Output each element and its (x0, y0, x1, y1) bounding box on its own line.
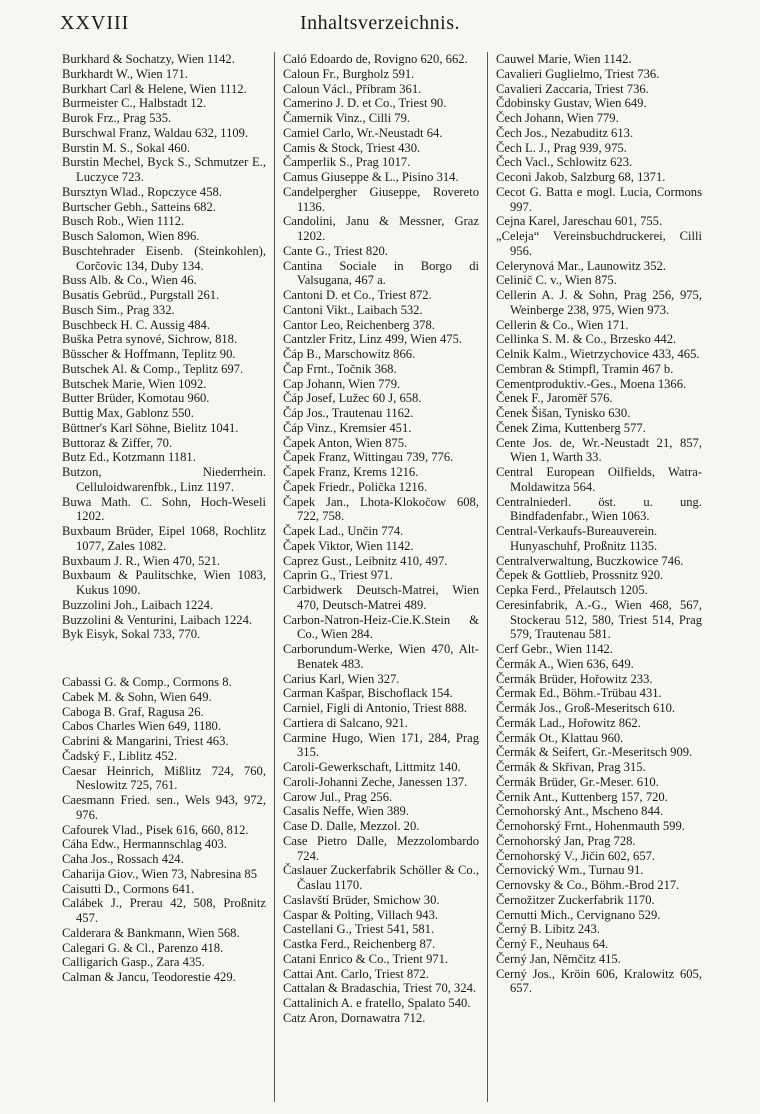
index-entry: Buška Petra synové, Sichrow, 818. (62, 332, 238, 347)
index-entry: Carmine Hugo, Wien 171, 284, Prag 315. (283, 730, 479, 760)
index-entry: Busch Rob., Wien 1112. (62, 214, 185, 229)
index-entry: Castka Ferd., Reichenberg 87. (283, 937, 436, 951)
index-entry: Calligarich Gasp., Zara 435. (62, 955, 205, 970)
index-entry: Butschek Al. & Comp., Teplitz 697. (62, 361, 244, 376)
index-entry: Čáp Jos., Trautenau 1162. (283, 406, 414, 420)
index-entry: Cernutti Mich., Cervignano 529. (496, 907, 661, 922)
index-entry: Cabek M. & Sohn, Wien 649. (62, 689, 212, 704)
index-entry: Cattalan & Bradaschia, Triest 70, 324. (283, 981, 477, 996)
index-entry: Čáp Vinz., Kremsier 451. (283, 420, 412, 435)
index-entry: Časlauer Zuckerfabrik Schöller & Co., Časlau 1170. (283, 863, 479, 892)
index-entry: Čenek F., Jaroměř 576. (496, 391, 613, 406)
index-entry: Carbidwerk Deutsch-Matrei, Wien 470, Deutsch-Matrei 489. (283, 583, 479, 612)
index-entry: Černý Jan, Němčitz 415. (496, 951, 621, 966)
index-entry: Ceconi Jakob, Salzburg 68, 1371. (496, 170, 666, 184)
index-entry: Caloun Václ., Příbram 361. (283, 81, 422, 96)
index-entry: Caroli-Gewerkschaft, Littmitz 140. (283, 760, 461, 774)
index-entry: Caisutti D., Cormons 641. (62, 881, 195, 896)
index-entry: Castellani G., Triest 541, 581. (283, 922, 435, 937)
index-entry: Černohorský Ant., Mscheno 844. (496, 804, 664, 819)
index-entry: Carbon-Natron-Heiz-Cie.K.Stein & Co., Wien 284. (283, 612, 479, 642)
index-entry: Case Pietro Dalle, Mezzolombardo 724. (283, 833, 479, 863)
index-entry: Caboga B. Graf, Ragusa 26. (62, 704, 204, 719)
index-entry: Caroli-Johanni Zeche, Janessen 137. (283, 774, 468, 789)
index-entry: Čapek Franz, Wittingau 739, 776. (283, 450, 454, 465)
index-entry: Cerf Gebr., Wien 1142. (496, 642, 614, 656)
index-entry: Buttoraz & Ziffer, 70. (62, 435, 173, 450)
index-entry: Byk Eisyk, Sokal 733, 770. (62, 627, 201, 642)
index-entry: Catani Enrico & Co., Trient 971. (283, 951, 449, 966)
index-entry: Čapek Jan., Lhota-Klokočow 608, 722, 758. (283, 494, 479, 524)
page-title: Inhaltsverzeichnis. (300, 12, 460, 34)
index-entry: Calman & Jancu, Teodorestie 429. (62, 970, 236, 984)
index-entry: Cejna Karel, Jareschau 601, 755. (496, 214, 663, 229)
index-entry: Busatis Gebrüd., Purgstall 261. (62, 288, 220, 302)
index-entry: Čermák Brüder, Hořowitz 233. (496, 671, 653, 686)
index-entry: Čermák & Skřivan, Prag 315. (496, 760, 646, 774)
index-entry: Cantina Sociale in Borgo di Valsugana, 467 a. (283, 258, 479, 288)
index-entry: Burmeister C., Halbstadt 12. (62, 96, 207, 111)
index-entry: Cecot G. Batta e mogl. Lucia, Cormons 997. (496, 184, 702, 214)
index-entry: Caharija Giov., Wien 73, Nabresina 85 (62, 866, 257, 881)
index-entry: Busch Salomon, Wien 896. (62, 229, 200, 243)
index-entry: Buschtehrader Eisenb. (Steinkohlen), Corčovic 134, Duby 134. (62, 243, 266, 273)
index-entry: Caesmann Fried. sen., Wels 943, 972, 976. (62, 793, 266, 822)
index-entry: Casalis Neffe, Wien 389. (283, 804, 409, 819)
index-entry: Buss Alb. & Co., Wien 46. (62, 273, 197, 288)
index-entry: Candelpergher Giuseppe, Rovereto 1136. (283, 184, 479, 214)
index-entry: Cabassi G. & Comp., Cormons 8. (62, 675, 232, 689)
index-entry: Calderara & Bankmann, Wien 568. (62, 925, 240, 940)
index-entry: Cementproduktiv.-Ges., Moena 1366. (496, 376, 687, 391)
index-entry: Bursztyn Wlad., Ropczyce 458. (62, 184, 222, 199)
index-entry: Čapek Lad., Unčin 774. (283, 524, 404, 538)
index-entry: Centralniederl. öst. u. ung. Bindfadenfabr., Wien 1063. (496, 494, 702, 524)
index-entry: Camerino J. D. et Co., Triest 90. (283, 96, 447, 111)
index-entry: Burtscher Gebh., Satteins 682. (62, 199, 216, 214)
index-entry: Černohorský Jan, Prag 728. (496, 833, 636, 848)
index-entry: Caló Edoardo de, Rovigno 620, 662. (283, 52, 468, 66)
index-entry: Celinič C. v., Wien 875. (496, 273, 617, 288)
index-entry: Čermák Ot., Klattau 960. (496, 730, 624, 745)
index-entry: Cabrini & Mangarini, Triest 463. (62, 734, 229, 748)
index-entry: Cepka Ferd., Přelautsch 1205. (496, 583, 648, 597)
index-entry: Cavalieri Guglielmo, Triest 736. (496, 66, 660, 81)
index-entry: Cafourek Vlad., Pisek 616, 660, 812. (62, 822, 249, 837)
index-entry: Büttner's Karl Söhne, Bielitz 1041. (62, 420, 239, 435)
index-entry: Černovický Wm., Turnau 91. (496, 863, 644, 878)
index-entry: Cavalieri Zaccaria, Triest 736. (496, 81, 649, 96)
index-column-2 (274, 52, 488, 1102)
index-entry: Černý B. Libitz 243. (496, 922, 600, 937)
index-entry: Butter Brüder, Komotau 960. (62, 391, 210, 406)
index-entry: Burkhard & Sochatzy, Wien 1142. (62, 52, 235, 66)
index-entry: Černik Ant., Kuttenberg 157, 720. (496, 789, 668, 804)
index-entry: Čermák Jos., Groß-Meseritsch 610. (496, 701, 676, 715)
index-entry: Cattalinich A. e fratello, Spalato 540. (283, 996, 471, 1010)
index-entry: Čepek & Gottlieb, Prossnitz 920. (496, 568, 664, 583)
index-entry: Camiel Carlo, Wr.-Neustadt 64. (283, 125, 443, 140)
index-entry: Čermák & Seifert, Gr.-Meseritsch 909. (496, 745, 693, 760)
index-entry: Carborundum-Werke, Wien 470, Alt-Benatek 483. (283, 642, 479, 671)
index-entry: Cap Johann, Wien 779. (283, 376, 401, 391)
index-entry: Burok Frz., Prag 535. (62, 111, 172, 125)
index-entry: Čamernik Vinz., Cilli 79. (283, 111, 411, 125)
index-entry: Černožitzer Zuckerfabrik 1170. (496, 892, 655, 907)
index-entry: Buttig Max, Gablonz 550. (62, 406, 194, 420)
index-entry: Butzon, Niederrhein. Celluloidwarenfbk., Linz 1197. (62, 465, 266, 494)
index-entry: Candolini, Janu & Messner, Graz 1202. (283, 214, 479, 243)
index-entry: Čech Vacl., Schlowitz 623. (496, 155, 633, 170)
index-entry: Čáp B., Marschowitz 866. (283, 347, 416, 361)
index-entry: Buxbaum Brüder, Eipel 1068, Rochlitz 1077, Zales 1082. (62, 524, 266, 553)
index-entry: Cantoni Vikt., Laibach 532. (283, 302, 423, 317)
letter-section-spacer (62, 642, 266, 675)
index-entry: Cantoni D. et Co., Triest 872. (283, 288, 432, 302)
index-entry: Carman Kašpar, Bischoflack 154. (283, 686, 453, 701)
index-entry: Camis & Stock, Triest 430. (283, 140, 421, 155)
index-entry: Burschwal Franz, Waldau 632, 1109. (62, 125, 249, 140)
index-entry: Čap Frnt., Točnik 368. (283, 361, 397, 376)
index-entry: Cáha Edw., Hermannschlag 403. (62, 837, 227, 852)
index-entry: Cantor Leo, Reichenberg 378. (283, 317, 435, 332)
index-entry: Carniel, Figli di Antonio, Triest 888. (283, 701, 468, 715)
index-entry: Čdobinsky Gustav, Wien 649. (496, 96, 647, 111)
index-entry: Čenek Šišan, Tynisko 630. (496, 406, 631, 420)
index-entry: Čapek Anton, Wien 875. (283, 435, 408, 450)
index-entry: Buxbaum J. R., Wien 470, 521. (62, 553, 221, 568)
index-entry: Cante G., Triest 820. (283, 243, 388, 258)
index-entry: Čech Jos., Nezabuditz 613. (496, 125, 634, 140)
index-entry: Čermak Ed., Böhm.-Trübau 431. (496, 686, 662, 701)
index-entry: Calegari G. & Cl., Parenzo 418. (62, 940, 224, 955)
index-entry: Čáp Josef, Lužec 60 J, 658. (283, 391, 422, 406)
index-column-3 (488, 52, 702, 1102)
index-entry: Celnik Kalm., Wietrzychovice 433, 465. (496, 347, 700, 361)
index-entry: Butschek Marie, Wien 1092. (62, 376, 207, 391)
index-entry: Butz Ed., Kotzmann 1181. (62, 450, 196, 465)
index-entry: Cellerin A. J. & Sohn, Prag 256, 975, Weinberge 238, 975, Wien 973. (496, 288, 702, 317)
index-entry: Carius Karl, Wien 327. (283, 671, 400, 686)
index-entry: Cattai Ant. Carlo, Triest 872. (283, 966, 429, 981)
index-entry: Čermák A., Wien 636, 649. (496, 656, 634, 671)
index-entry: Caslavští Brüder, Smichow 30. (283, 892, 440, 907)
index-entry: Cauwel Marie, Wien 1142. (496, 52, 632, 66)
index-entry: Cellerin & Co., Wien 171. (496, 317, 629, 332)
index-entry: Cantzler Fritz, Linz 499, Wien 475. (283, 332, 463, 347)
index-entry: Černohorský Frnt., Hohenmauth 599. (496, 819, 685, 833)
index-entry: Buxbaum & Paulitschke, Wien 1083, Kukus 1090. (62, 568, 266, 597)
index-entry: Caprez Gust., Leibnitz 410, 497. (283, 553, 448, 568)
index-entry: Čapek Viktor, Wien 1142. (283, 538, 414, 553)
index-entry: Čadský F., Liblitz 452. (62, 748, 178, 763)
index-entry: Buzzolini Joh., Laibach 1224. (62, 597, 214, 612)
index-entry: Cernovsky & Co., Böhm.-Brod 217. (496, 878, 680, 892)
index-entry: Cerný Jos., Kröin 606, Kralowitz 605, 657. (496, 966, 702, 996)
index-entry: Caloun Fr., Burgholz 591. (283, 66, 415, 81)
index-entry: Caspar & Polting, Villach 943. (283, 907, 439, 922)
index-entry: Buwa Math. C. Sohn, Hoch-Weseli 1202. (62, 494, 266, 524)
page-header (60, 12, 700, 40)
index-entry: Buschbeck H. C. Aussig 484. (62, 317, 210, 332)
index-entry: Čermák Brüder, Gr.-Meser. 610. (496, 774, 659, 789)
index-entry: Carow Jul., Prag 256. (283, 789, 393, 804)
index-entry: Burkhart Carl & Helene, Wien 1112. (62, 81, 247, 96)
index-entry: Central-Verkaufs-Bureauverein. Hunyaschuhf, Proßnitz 1135. (496, 524, 658, 553)
index-entry: Catz Aron, Dornawatra 712. (283, 1010, 426, 1025)
index-entry: Central European Oilfields, Watra-Moldawitza 564. (496, 465, 702, 494)
index-entry: Cente Jos. de, Wr.-Neustadt 21, 857, Wien 1, Warth 33. (496, 435, 702, 465)
index-entry: Čech Johann, Wien 779. (496, 111, 619, 125)
index-entry: Ceresinfabrik, A.-G., Wien 468, 567, Stockerau 512, 580, Triest 514, Prag 579, Trautenau 581. (496, 597, 702, 642)
index-entry: Caprin G., Triest 971. (283, 568, 393, 583)
index-entry: Čermák Lad., Hořowitz 862. (496, 715, 641, 730)
index-entry: Burstin Mechel, Byck S., Schmutzer E., Luczyce 723. (62, 155, 266, 184)
index-entry: Černohorský V., Jičin 602, 657. (496, 848, 656, 863)
index-entry: Case D. Dalle, Mezzol. 20. (283, 819, 420, 833)
index-entry: Centralverwaltung, Buczkowice 746. (496, 553, 684, 568)
index-entry: Burkhardt W., Wien 171. (62, 66, 188, 81)
index-entry: Camus Giuseppe & L., Pisino 314. (283, 170, 459, 184)
index-entry: Burstin M. S., Sokal 460. (62, 140, 191, 155)
index-entry: Calábek J., Prerau 42, 508, Proßnitz 457. (62, 896, 266, 925)
index-entry: Čenek Zima, Kuttenberg 577. (496, 420, 646, 435)
index-columns (62, 52, 702, 1102)
index-entry: Čapek Franz, Krems 1216. (283, 465, 419, 479)
index-entry: Cellinka S. M. & Co., Brzesko 442. (496, 332, 677, 347)
index-column-1 (62, 52, 274, 1102)
index-entry: Čapek Friedr., Polička 1216. (283, 479, 428, 494)
index-entry: „Celeja“ Vereinsbuchdruckerei, Cilli 956. (496, 229, 702, 258)
index-entry: Celerynová Mar., Launowitz 352. (496, 258, 666, 273)
index-entry: Čech L. J., Prag 939, 975. (496, 140, 627, 155)
index-entry: Čamperlik S., Prag 1017. (283, 155, 411, 170)
index-entry: Cartiera di Salcano, 921. (283, 715, 408, 730)
index-entry: Buzzolini & Venturini, Laibach 1224. (62, 612, 253, 627)
index-entry: Caesar Heinrich, Mißlitz 724, 760, Neslowitz 725, 761. (62, 763, 266, 793)
index-entry: Černý F., Neuhaus 64. (496, 937, 609, 951)
index-entry: Büsscher & Hoffmann, Teplitz 90. (62, 347, 236, 361)
index-entry: Busch Sim., Prag 332. (62, 302, 175, 317)
index-entry: Cembran & Stimpfl, Tramin 467 b. (496, 361, 674, 376)
page-number: XXVIII (60, 12, 130, 34)
index-entry: Caha Jos., Rossach 424. (62, 852, 184, 866)
index-entry: Cabos Charles Wien 649, 1180. (62, 719, 221, 734)
